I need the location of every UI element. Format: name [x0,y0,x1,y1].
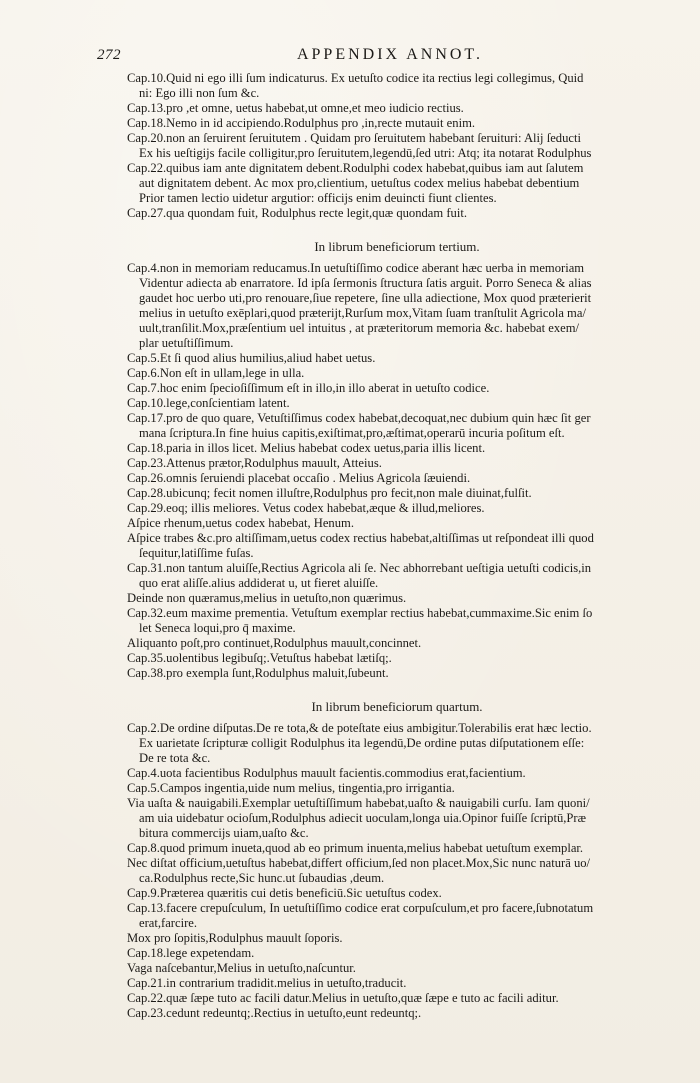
text-line: Aſpice rhenum,uetus codex habebat, Henum. [127,516,354,530]
text-line: Cap.28.ubicunq; fecit nomen illuſtre,Rodulphus pro fecit,non male diuinat,fulſit. [127,486,532,500]
text-line: quo erat aliſſe.alius addiderat u, ut fieret aluiſſe. [139,576,379,590]
text-line: Cap.10.Quid ni ego illi ſum indicaturus. Ex uetuſto codice ita rectius legi collegimus, Quid [127,71,584,85]
running-head [0,46,700,64]
text-line: Cap.32.eum maxime prementia. Vetuſtum exemplar rectius habebat,cummaxime.Sic enim ſo [127,606,593,620]
text-line: Videntur adiecta ab enarratore. Id ipſa ſermonis ſtructura ſatis arguit. Porro Seneca & alias [139,276,592,290]
text-line: Cap.21.in contrarium tradidit.melius in uetuſto,traducit. [127,976,407,990]
text-line: Cap.4.non in memoriam reducamus.In uetuſtiſſimo codice aberant hæc uerba in memoriam [127,261,585,275]
text-line: Aliquanto poſt,pro continuet,Rodulphus mauult,concinnet. [127,636,422,650]
text-line: Ex uarietate ſcripturæ colligit Rodulphus ita legendū,De ordine putas diſputationem eſſe: [139,736,585,750]
text-line: mana ſcriptura.In fine huius capitis,exiſtimat,pro,æſtimat,operarū incuria poſitum eſt. [139,426,565,440]
text-line: Cap.22.quæ ſæpe tuto ac facili datur.Melius in uetuſto,quæ ſæpe e tuto ac facili aditur. [127,991,559,1005]
text-line: Cap.27.qua quondam fuit, Rodulphus recte legit,quæ quondam fuit. [127,206,467,220]
text-line: Cap.6.Non eſt in ullam,lege in ulla. [127,366,305,380]
text-line: Cap.5.Et ſi quod alius humilius,aliud habet uetus. [127,351,376,365]
text-line: Cap.18.Nemo in id accipiendo.Rodulphus pro ,in,recte mutauit enim. [127,116,476,130]
page-number: 272 [97,47,121,63]
text-line: Cap.23.cedunt redeuntq;.Rectius in uetuſto,eunt redeuntq;. [127,1006,422,1020]
text-line: Via uaſta & nauigabili.Exemplar uetuſtiſſimum habebat,uaſto & nauigabili curſu. Iam quoni/ [127,796,590,810]
text-line: ſequitur,latiſſime fuſas. [139,546,254,560]
text-line: uult,tranſilit.Mox,præſentium uel intuitus , at præteritorum memoria &c. habebat exem/ [139,321,579,335]
text-line: Cap.9.Præterea quæritis cui detis beneficiū.Sic uetuſtus codex. [127,886,442,900]
text-line: Aſpice trabes &c.pro altiſſimam,uetus codex rectius habebat,altiſſimas ut reſpondeat illi quod [127,531,594,545]
text-line: let Seneca loqui,pro q̄ maxime. [139,621,296,635]
text-line: Nec diſtat officium,uetuſtus habebat,differt officium,ſed non placet.Mox,Sic nunc naturā uo/ [127,856,591,870]
text-line: Cap.13.facere crepuſculum, In uetuſtiſſimo codice erat corpuſculum,et pro facere,ſubnotatum [127,901,594,915]
text-line: Cap.4.uota facientibus Rodulphus mauult facientis.commodius erat,facientium. [127,766,526,780]
text-line: Cap.18.paria in illos licet. Melius habebat codex uetus,paria illis licent. [127,441,486,455]
text-line: Cap.23.Attenus prætor,Rodulphus mauult, Atteius. [127,456,382,470]
text-line: Cap.20.non an ſeruirent ſeruitutem . Quidam pro ſeruitutem habebant ſeruituri: Alij ſeducti [127,131,581,145]
text-line: bitura commercijs uiam,uaſto &c. [139,826,309,840]
text-line: Cap.13.pro ,et omne, uetus habebat,ut omne,et meo iudicio rectius. [127,101,464,115]
text-line: Cap.31.non tantum aluiſſe,Rectius Agricola ali ſe. Nec abhorrebant ueſtigia uetuſti codicis,in [127,561,592,575]
text-line: Cap.26.omnis ſeruiendi placebat occaſio . Melius Agricola ſæuiendi. [127,471,471,485]
text-line: Cap.2.De ordine diſputas.De re tota,& de poteſtate eius ambigitur.Tolerabilis erat hæc lectio. [127,721,592,735]
text-line: Cap.22.quibus iam ante dignitatem debent.Rodulphi codex habebat,quibus iam aut ſalutem [127,161,584,175]
text-line: Deinde non quæramus,melius in uetuſto,non quærimus. [127,591,407,605]
text-line: Cap.29.eoq; illis meliores. Vetus codex habebat,æque & illud,meliores. [127,501,485,515]
section-heading-tertium: In librum beneficiorum tertium. [314,239,480,254]
text-line: Cap.35.uolentibus legibuſq;.Vetuſtus habebat lætiſq;. [127,651,392,665]
text-line: plar uetuſtiſſimum. [139,336,234,350]
text-line: melius in uetuſto exēplari,quod præterijt,Rurſum mox,Vitam ſuam tranſtulit Agricola ma/ [139,306,586,320]
running-head-text: APPENDIX ANNOT. [296,46,484,63]
body-text [127,71,667,1021]
text-line: Mox pro ſopitis,Rodulphus mauult ſoporis. [127,931,343,945]
text-line: Vaga naſcebantur,Melius in uetuſto,naſcuntur. [127,961,356,975]
text-line: Cap.18.lege expetendam. [127,946,255,960]
text-line: Cap.10.lege,conſcientiam latent. [127,396,290,410]
text-line: aut dignitatem debent. Ac mox pro,clientium, uetuſtus codex melius habebat debentium [139,176,580,190]
text-line: Cap.17.pro de quo quare, Vetuſtiſſimus codex habebat,decoquat,nec dubium quin hæc ſit ger [127,411,591,425]
text-line: ca.Rodulphus recte,Sic hunc.ut ſubaudias ,deum. [139,871,385,885]
text-line: am uia uidebatur ocioſum,Rodulphus adiecit uoculam,longa uia.Opinor fuiſſe ſcriptū,Præ [139,811,586,825]
text-line: Cap.7.hoc enim ſpecioſiſſimum eſt in illo,in illo aberat in uetuſto codice. [127,381,490,395]
text-line: ni: Ego illi non ſum &c. [139,86,260,100]
text-line: gaudet hoc uerbo uti,pro renouare,ſiue repetere, ſine ulla adiectione, Mox quod præterierit [139,291,592,305]
section-heading-quartum: In librum beneficiorum quartum. [311,699,483,714]
text-line: erat,farcire. [139,916,198,930]
text-line: Cap.38.pro exempla ſunt,Rodulphus maluit,ſubeunt. [127,666,389,680]
text-line: De re tota &c. [139,751,211,765]
text-line: Prior tamen lectio uidetur argutior: officijs enim deuincti fiunt clientes. [139,191,497,205]
text-line: Cap.8.quod primum inueta,quod ab eo primum inuenta,melius habebat uetuſtum exemplar. [127,841,584,855]
text-line: Ex his ueſtigijs facile colligitur,pro ſeruitutem,legendū,ſed utri: Atq; ita notarat Rodulphus [139,146,592,160]
text-line: Cap.5.Campos ingentia,uide num melius, tingentia,pro irrigantia. [127,781,455,795]
